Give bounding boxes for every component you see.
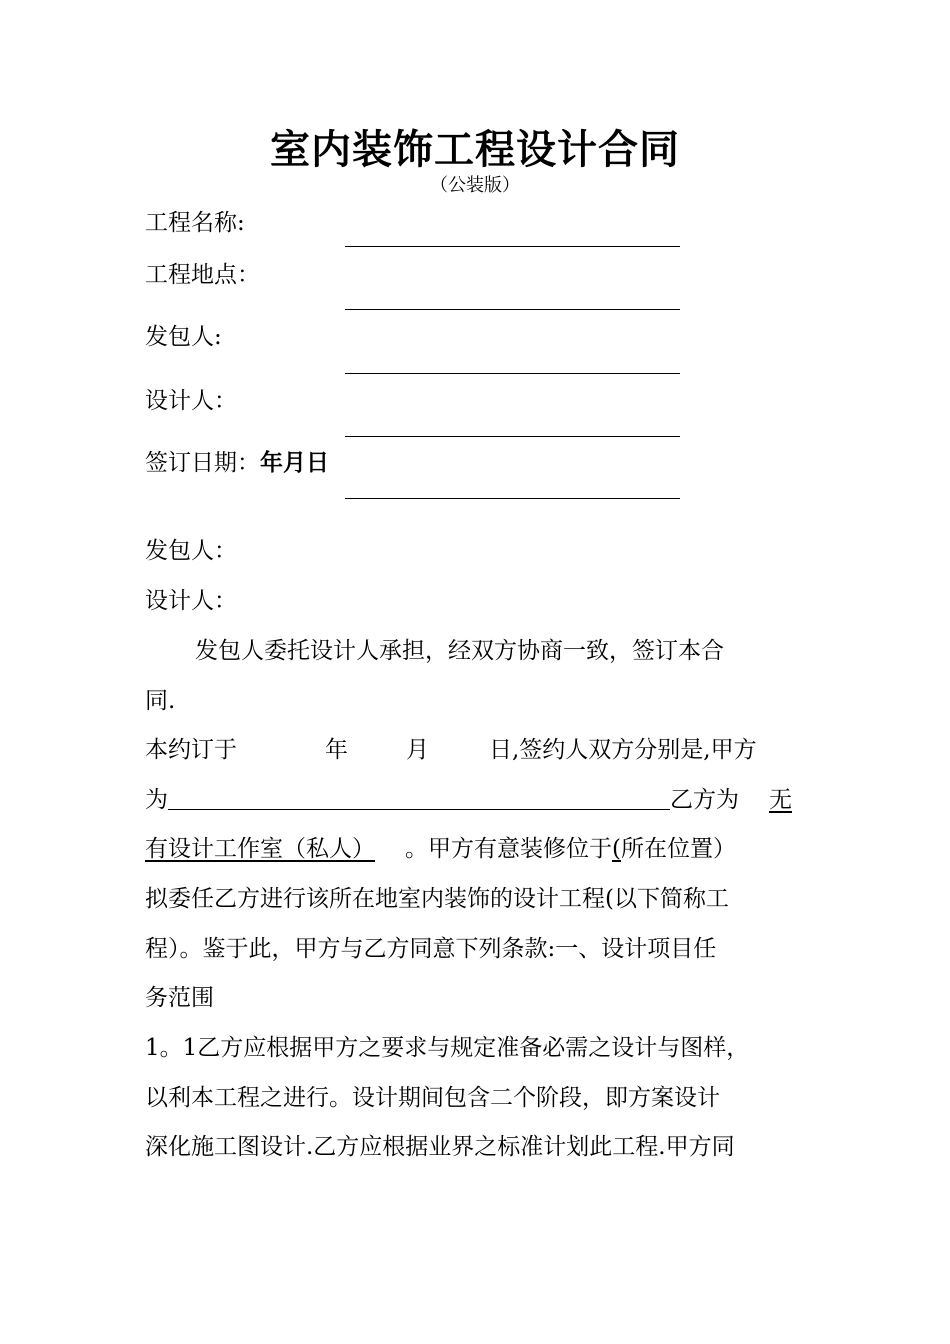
party-b-label: 乙方为 xyxy=(670,787,739,813)
agreement-day-rest: 日,签约人双方分别是,甲方 xyxy=(489,737,757,763)
location-paren: ( xyxy=(612,836,621,862)
client-blank xyxy=(345,373,680,374)
studio-line xyxy=(145,834,736,864)
party-b-studio: 有设计工作室（私人） xyxy=(145,836,375,862)
project-location-label: 工程地点： xyxy=(145,262,260,288)
sign-date-row xyxy=(145,448,329,478)
designer-blank xyxy=(345,436,680,437)
party-a-line xyxy=(145,785,792,815)
project-name-label: 工程名称: xyxy=(145,210,245,236)
party-b-wu: 无 xyxy=(769,787,792,813)
agreement-month: 月 xyxy=(406,737,429,763)
agreement-date-prefix: 本约订于 xyxy=(145,737,237,763)
body-line-6: 程）。鉴于此，甲方与乙方同意下列条款:一、设计项目任 xyxy=(145,936,717,962)
party-client-label: 发包人： xyxy=(145,538,237,564)
intro-line-1: 发包人委托设计人承担，经双方协商一致，签订本合 xyxy=(195,638,724,664)
location-placeholder: 所在位置） xyxy=(620,836,736,862)
client-label: 发包人: xyxy=(145,324,222,350)
body-line-5: 拟委任乙方进行该所在地室内装饰的设计工程(以下简称工 xyxy=(145,886,729,912)
document-title: 室内装饰工程设计合同 xyxy=(270,126,680,173)
body-line-8: 1。1乙方应根据甲方之要求与规定准备必需之设计与图样， xyxy=(145,1035,750,1061)
body-line-10: 深化施工图设计.乙方应根据业界之标准计划此工程.甲方同 xyxy=(145,1134,735,1160)
agreement-date-line xyxy=(145,735,757,765)
designer-label: 设计人： xyxy=(145,388,237,414)
intro-line-2: 同. xyxy=(145,688,176,714)
project-name-blank xyxy=(345,246,680,247)
party-a-wei: 为 xyxy=(145,787,168,813)
agreement-year: 年 xyxy=(325,737,348,763)
sign-date-value: 年月日 xyxy=(260,449,329,476)
body-line-9: 以利本工程之进行。设计期间包含二个阶段，即方案设计 xyxy=(145,1085,720,1111)
sign-date-label: 签订日期： xyxy=(145,450,260,476)
party-designer-label: 设计人： xyxy=(145,588,237,614)
location-intro: 。甲方有意装修位于 xyxy=(405,836,612,862)
party-a-blank xyxy=(168,787,670,810)
project-location-blank xyxy=(345,309,680,310)
body-line-7: 务范围 xyxy=(145,985,214,1011)
sign-date-blank xyxy=(345,498,680,499)
document-subtitle: （公装版） xyxy=(430,175,520,196)
